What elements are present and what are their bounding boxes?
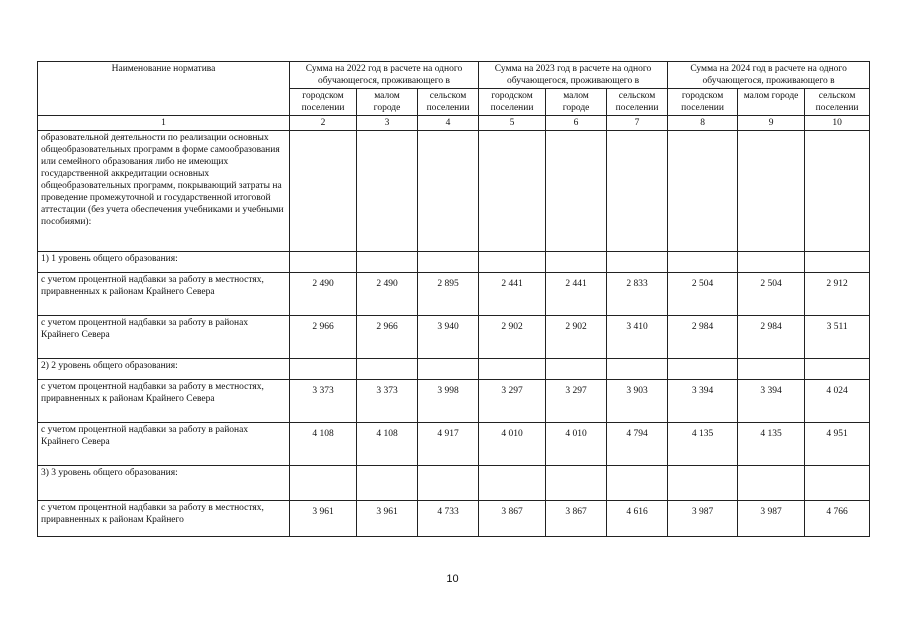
value-cell [805,131,870,252]
header-small-town: малом городе [546,89,607,116]
table-row [38,316,870,359]
value-cell: 4 108 [357,423,418,466]
value-cell: 4 951 [805,423,870,466]
value-cell [805,466,870,501]
header-rural: сельском поселении [418,89,479,116]
row-label: с учетом процентной надбавки за работу в районах Крайнего Севера [38,316,290,359]
value-cell: 4 108 [290,423,357,466]
value-cell [418,252,479,273]
row-label: образовательной деятельности по реализации основных общеобразовательных программ в форме самообразования или семейного образования либо не имеющих государственной аккредитации основных общеобразовательных программ, покрывающий затраты на проведение промежуточной и государственной итоговой аттестации (без учета обеспечения учебниками и учебными пособиями): [38,131,290,252]
value-cell: 2 441 [546,273,607,316]
value-cell: 2 895 [418,273,479,316]
column-number: 7 [607,116,668,131]
value-cell [805,359,870,380]
value-cell [738,252,805,273]
value-cell: 4 135 [668,423,738,466]
value-cell [290,466,357,501]
value-cell: 3 867 [546,501,607,537]
value-cell [805,252,870,273]
value-cell: 3 410 [607,316,668,359]
value-cell [357,131,418,252]
header-year-2023: Сумма на 2023 год в расчете на одного обучающегося, проживающего в [479,62,668,89]
value-cell: 2 490 [290,273,357,316]
value-cell [418,359,479,380]
value-cell: 3 373 [290,380,357,423]
column-number: 1 [38,116,290,131]
value-cell [668,466,738,501]
value-cell [290,359,357,380]
value-cell: 3 297 [479,380,546,423]
value-cell [668,131,738,252]
value-cell [607,359,668,380]
header-name: Наименование норматива [38,62,290,116]
row-label: 2) 2 уровень общего образования: [38,359,290,380]
column-number-row [38,116,870,131]
value-cell [479,252,546,273]
value-cell: 3 373 [357,380,418,423]
value-cell [607,466,668,501]
value-cell: 4 024 [805,380,870,423]
value-cell: 4 794 [607,423,668,466]
value-cell: 4 010 [546,423,607,466]
table-header [38,62,870,116]
column-number: 9 [738,116,805,131]
value-cell [357,252,418,273]
value-cell [290,252,357,273]
table-row [38,131,870,252]
normatives-table [37,61,870,537]
table-body [38,116,870,537]
value-cell: 3 987 [668,501,738,537]
value-cell: 4 917 [418,423,479,466]
header-urban: городском поселении [290,89,357,116]
header-small-town: малом городе [357,89,418,116]
value-cell [418,466,479,501]
value-cell [357,359,418,380]
value-cell [668,252,738,273]
value-cell: 3 961 [290,501,357,537]
value-cell [479,359,546,380]
value-cell: 2 912 [805,273,870,316]
table-row [38,466,870,501]
header-small-town: малом городе [738,89,805,116]
value-cell: 2 984 [668,316,738,359]
value-cell [607,252,668,273]
row-label: с учетом процентной надбавки за работу в местностях, приравненных к районам Крайнего [38,501,290,537]
column-number: 6 [546,116,607,131]
value-cell: 4 010 [479,423,546,466]
header-row-years [38,62,870,89]
value-cell: 3 903 [607,380,668,423]
value-cell: 3 940 [418,316,479,359]
column-number: 4 [418,116,479,131]
column-number: 5 [479,116,546,131]
value-cell: 3 394 [738,380,805,423]
row-label: 3) 3 уровень общего образования: [38,466,290,501]
table-row [38,252,870,273]
value-cell: 2 966 [290,316,357,359]
value-cell: 3 511 [805,316,870,359]
value-cell: 2 504 [738,273,805,316]
column-number: 8 [668,116,738,131]
value-cell [546,131,607,252]
value-cell [607,131,668,252]
table-row [38,423,870,466]
header-urban: городском поселении [479,89,546,116]
value-cell: 2 833 [607,273,668,316]
value-cell: 3 987 [738,501,805,537]
row-label: 1) 1 уровень общего образования: [38,252,290,273]
value-cell [479,131,546,252]
value-cell: 3 297 [546,380,607,423]
value-cell: 3 867 [479,501,546,537]
header-year-2024: Сумма на 2024 год в расчете на одного обучающегося, проживающего в [668,62,870,89]
value-cell [546,359,607,380]
value-cell: 4 616 [607,501,668,537]
value-cell [738,359,805,380]
value-cell: 3 961 [357,501,418,537]
value-cell: 4 135 [738,423,805,466]
value-cell [546,252,607,273]
table-row [38,501,870,537]
value-cell: 2 902 [546,316,607,359]
value-cell: 3 394 [668,380,738,423]
row-label: с учетом процентной надбавки за работу в местностях, приравненных к районам Крайнего Севера [38,273,290,316]
value-cell: 2 490 [357,273,418,316]
column-number: 10 [805,116,870,131]
value-cell [357,466,418,501]
value-cell [738,131,805,252]
value-cell [418,131,479,252]
table-row [38,380,870,423]
value-cell: 2 441 [479,273,546,316]
header-rural: сельском поселении [607,89,668,116]
row-label: с учетом процентной надбавки за работу в местностях, приравненных к районам Крайнего Севера [38,380,290,423]
value-cell [479,466,546,501]
page-number: 10 [446,573,459,585]
table-row [38,359,870,380]
row-label: с учетом процентной надбавки за работу в районах Крайнего Севера [38,423,290,466]
value-cell [290,131,357,252]
value-cell: 2 504 [668,273,738,316]
value-cell [668,359,738,380]
value-cell: 4 766 [805,501,870,537]
value-cell [738,466,805,501]
column-number: 3 [357,116,418,131]
value-cell: 3 998 [418,380,479,423]
header-urban: городском поселении [668,89,738,116]
value-cell [546,466,607,501]
value-cell: 2 966 [357,316,418,359]
value-cell: 4 733 [418,501,479,537]
table-row [38,273,870,316]
value-cell: 2 902 [479,316,546,359]
column-number: 2 [290,116,357,131]
value-cell: 2 984 [738,316,805,359]
header-year-2022: Сумма на 2022 год в расчете на одного обучающегося, проживающего в [290,62,479,89]
header-rural: сельском поселении [805,89,870,116]
